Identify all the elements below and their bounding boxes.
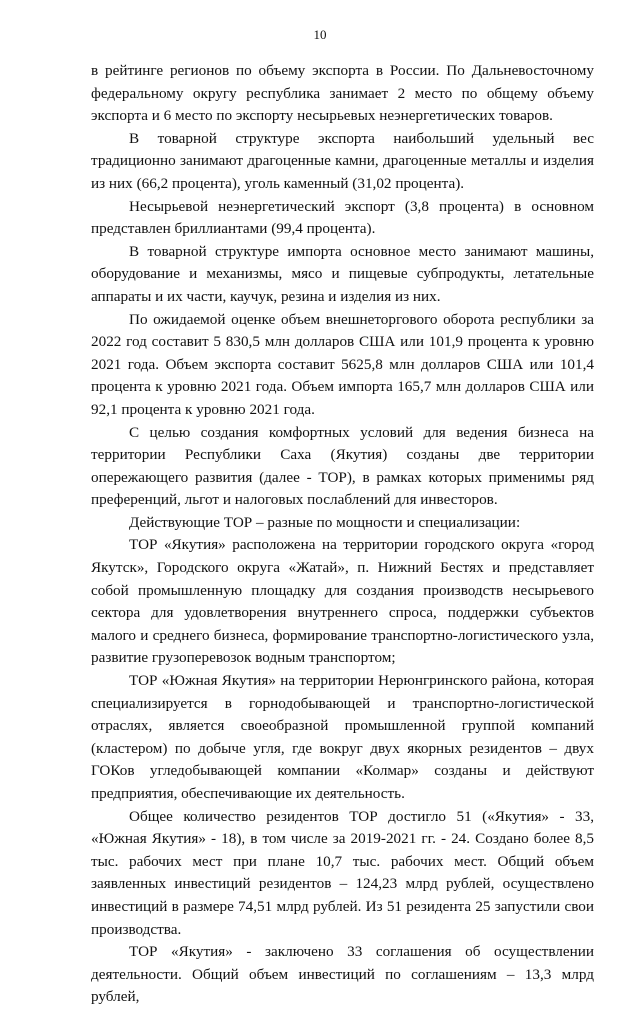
paragraph-export-ranking: в рейтинге регионов по объему экспорта в России. По Дальневосточному федеральному округу республика занимает 2 место по общему объему экспорта и 6 место по экспорту несырьевых неэнергетических товаров.	[91, 62, 594, 125]
document-body	[91, 60, 594, 1009]
paragraph-import-structure: В товарной структуре импорта основное место занимают машины, оборудование и механизмы, мясо и пищевые субпродукты, летательные аппараты и их части, каучук, резина и изделия из них.	[91, 242, 594, 305]
paragraph-non-energy-export: Несырьевой неэнергетический экспорт (3,8 процента) в основном представлен бриллиантами (99,4 процента).	[91, 197, 594, 238]
paragraph-tor-yakutia-agreements: ТОР «Якутия» - заключено 33 соглашения об осуществлении деятельности. Общий объем инвестиций по соглашениям – 13,3 млрд рублей,	[91, 943, 594, 1006]
paragraph-tor-types: Действующие ТОР – разные по мощности и специализации:	[129, 513, 521, 531]
page-number: 10	[313, 27, 327, 42]
paragraph-export-structure: В товарной структуре экспорта наибольший удельный вес традиционно занимают драгоценные камни, драгоценные металлы и изделия из них (66,2 процента), уголь каменный (31,02 процента).	[91, 129, 594, 192]
paragraph-trade-turnover: По ожидаемой оценке объем внешнеторгового оборота республики за 2022 год составит 5 830,5 млн долларов США или 101,9 процента к уровню 2021 года. Объем экспорта составит 5625,8 млн долларов США или 101,4 процента к уровню 2021 года. Объем импорта 165,7 млн долларов США или 92,1 процента к уровню 2021 года.	[91, 310, 594, 418]
paragraph-tor-south-yakutia: ТОР «Южная Якутия» на территории Нерюнгринского района, которая специализируется в горнодобывающей и транспортно-логистической отраслях, является своеобразной промышленной группой компаний (кластером) по добыче угля, где вокруг двух якорных резидентов – двух ГОКов угледобывающей компании «Колмар» созданы и действуют предприятия, обеспечивающие их деятельность.	[91, 672, 594, 802]
paragraph-tor-residents: Общее количество резидентов ТОР достигло 51 («Якутия» - 33, «Южная Якутия» - 18), в том числе за 2019-2021 гг. - 24. Создано более 8,5 тыс. рабочих мест при плане 10,7 тыс. рабочих мест. Общий объем заявленных инвестиций резидентов – 124,23 млрд рублей, осуществлено инвестиций в размере 74,51 млрд рублей. Из 51 резидента 25 запустили свои производства.	[91, 807, 594, 938]
paragraph-tor-creation: С целью создания комфортных условий для ведения бизнеса на территории Республики Саха (Якутия) созданы две территории опережающего развития (далее - ТОР), в рамках которых применимы ряд преференций, льгот и налоговых послаблений для инвесторов.	[91, 423, 594, 509]
paragraph-tor-yakutia: ТОР «Якутия» расположена на территории городского округа «город Якутск», Городского округа «Жатай», п. Нижний Бестях и представляет собой промышленную площадку для создания производств несырьевого сектора для удовлетворения внутреннего спроса, поддержки субъектов малого и среднего бизнеса, формирование транспортно-логистического узла, развитие грузоперевозок водным транспортом;	[91, 536, 594, 667]
